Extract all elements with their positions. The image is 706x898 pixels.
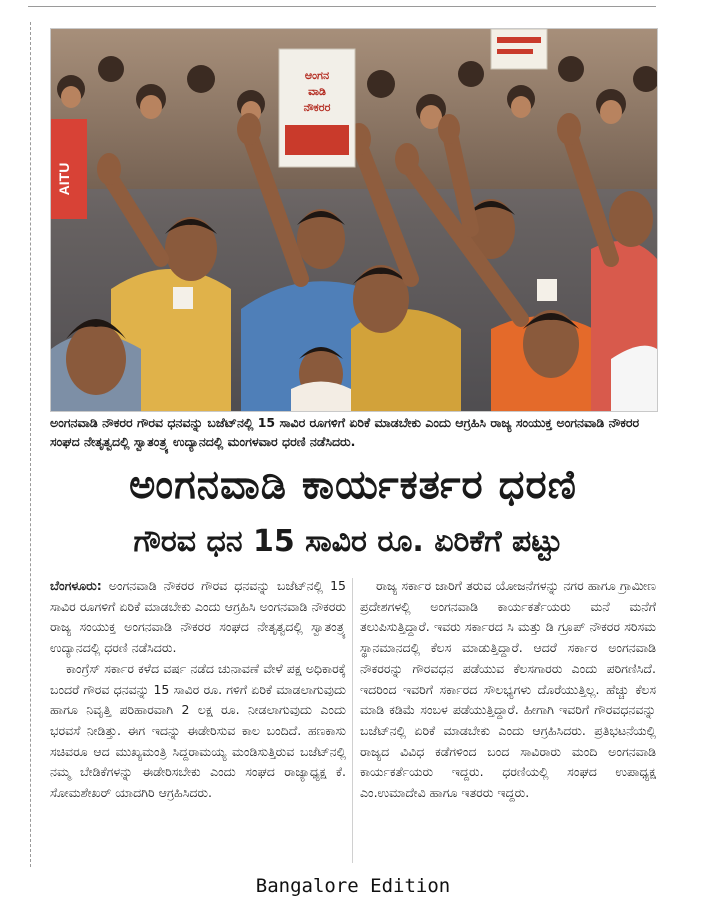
protest-crowd-illustration (51, 29, 657, 411)
edition-label: Bangalore Edition (255, 875, 451, 897)
column-divider (352, 578, 353, 863)
left-dashed-rule (30, 22, 31, 867)
dateline: ಬೆಂಗಳೂರು: (50, 578, 102, 593)
article-paragraph (50, 576, 346, 659)
article-paragraph: ರಾಜ್ಯ ಸರ್ಕಾರ ಜಾರಿಗೆ ತರುವ ಯೋಜನೆಗಳನ್ನು ನಗರ ಹಾಗೂ ಗ್ರಾಮೀಣ ಪ್ರದೇಶಗಳಲ್ಲಿ ಅಂಗನವಾಡಿ ಕಾರ್ಯಕರ್ತೆಯರು ಮನೆ ಮನೆಗೆ ತಲುಪಿಸುತ್ತಿದ್ದಾರೆ. ಇವರು ಸರ್ಕಾರದ ಸಿ ಮತ್ತು ಡಿ ಗ್ರೂಪ್ ನೌಕರರ ಸರಿಸಮ ಸ್ಥಾನಮಾನದಲ್ಲಿ ಕೆಲಸ ಮಾಡುತ್ತಿದ್ದಾರೆ. ಆದರೆ ಸರ್ಕಾರ ಅಂಗನವಾಡಿ ನೌಕರರನ್ನು ಗೌರವಧನ ಪಡೆಯುವ ಕೆಲಸಗಾರರು ಎಂದು ಪರಿಗಣಿಸಿದೆ. ಇದರಿಂದ ಇವರಿಗೆ ಸರ್ಕಾರದ ಸೌಲಭ್ಯಗಳು ದೊರೆಯುತ್ತಿಲ್ಲ. ಹೆಚ್ಚು ಕೆಲಸ ಮಾಡಿ ಕಡಿಮೆ ಸಂಬಳ ಪಡೆಯುತ್ತಿದ್ದಾರೆ. ಹೀಗಾಗಿ ಇವರಿಗೆ ಗೌರವಧನವನ್ನು ಬಜೆಟ್‌ನಲ್ಲಿ ಏರಿಕೆ ಮಾಡಬೇಕು ಎಂದು ಆಗ್ರಹಿಸಿದರು. ಪ್ರತಿಭಟನೆಯಲ್ಲಿ ರಾಜ್ಯದ ವಿವಿಧ ಕಡೆಗಳಿಂದ ಬಂದ ಸಾವಿರಾರು ಮಂದಿ ಅಂಗನವಾಡಿ ಕಾರ್ಯಕರ್ತೆಯರು ಇದ್ದರು. ಧರಣಿಯಲ್ಲಿ ಸಂಘದ ಉಪಾಧ್ಯಕ್ಷ ಎಂ.ಉಮಾದೇವಿ ಹಾಗೂ ಇತರರು ಇದ್ದರು. (360, 578, 656, 801)
top-rule (28, 6, 656, 7)
protest-photo (50, 28, 658, 412)
photo-caption: ಅಂಗನವಾಡಿ ನೌಕರರ ಗೌರವ ಧನವನ್ನು ಬಜೆಟ್‌ನಲ್ಲಿ 15 ಸಾವಿರ ರೂಗಳಿಗೆ ಏರಿಕೆ ಮಾಡಬೇಕು ಎಂದು ಆಗ್ರಹಿಸಿ ರಾಜ್ಯ ಸಂಯುಕ್ತ ಅಂಗನವಾಡಿ ನೌಕರರ ಸಂಘದ ನೇತೃತ್ವದಲ್ಲಿ ಸ್ವಾತಂತ್ರ್ಯ ಉದ್ಯಾನದಲ್ಲಿ ಮಂಗಳವಾರ ಧರಣಿ ನಡೆಸಿದರು. (50, 415, 640, 449)
subheadline: ಗೌರವ ಧನ 15 ಸಾವಿರ ರೂ. ಏರಿಕೆಗೆ ಪಟ್ಟು (133, 524, 563, 559)
article-paragraph: ಕಾಂಗ್ರೆಸ್ ಸರ್ಕಾರ ಕಳೆದ ವರ್ಷ ನಡೆದ ಚುನಾವಣೆ ವೇಳೆ ಪಕ್ಷ ಅಧಿಕಾರಕ್ಕೆ ಬಂದರೆ ಗೌರವ ಧನವನ್ನು 15 ಸಾವಿರ ರೂ. ಗಳಿಗೆ ಏರಿಕೆ ಮಾಡಲಾಗುವುದು ಹಾಗೂ ನಿವೃತ್ತಿ ಪರಿಹಾರವಾಗಿ 2 ಲಕ್ಷ ರೂ. ನೀಡಲಾಗುವುದು ಎಂದು ಭರವಸೆ ನೀಡಿತ್ತು. ಈಗ ಇದನ್ನು ಈಡೇರಿಸುವ ಕಾಲ ಬಂದಿದೆ. ಹಣಕಾಸು ಸಚಿವರೂ ಆದ ಮುಖ್ಯಮಂತ್ರಿ ಸಿದ್ದರಾಮಯ್ಯ ಮಂಡಿಸುತ್ತಿರುವ ಬಜೆಟ್‌ನಲ್ಲಿ ನಮ್ಮ ಬೇಡಿಕೆಗಳನ್ನು ಈಡೇರಿಸಬೇಕು ಎಂದು ಸಂಘದ ರಾಜ್ಯಾಧ್ಯಕ್ಷ ಕೆ. ಸೋಮಶೇಖರ್ ಯಾದಗಿರಿ ಆಗ್ರಹಿಸಿದರು. (50, 660, 346, 801)
svg-text:AITU: AITU (56, 162, 72, 196)
placard-left (51, 119, 87, 219)
svg-text:ವಾಡಿ: ವಾಡಿ (308, 86, 326, 98)
placard-right (491, 29, 547, 69)
headline: ಅಂಗನವಾಡಿ ಕಾರ್ಯಕರ್ತರ ಧರಣಿ (129, 462, 577, 508)
article-column-right (360, 576, 656, 804)
article-column-left (50, 576, 346, 804)
placard-center (279, 49, 355, 167)
article-text: ಅಂಗನವಾಡಿ ನೌಕರರ ಗೌರವ ಧನವನ್ನು ಬಜೆಟ್‌ನಲ್ಲಿ 15 ಸಾವಿರ ರೂಗಳಿಗೆ ಏರಿಕೆ ಮಾಡಬೇಕು ಎಂದು ಆಗ್ರಹಿಸಿ ಅಂಗನವಾಡಿ ನೌಕರರು ರಾಜ್ಯ ಸಂಯುಕ್ತ ಅಂಗನವಾಡಿ ನೌಕರರ ಸಂಘದ ನೇತೃತ್ವದಲ್ಲಿ ಸ್ವಾತಂತ್ರ್ಯ ಉದ್ಯಾನದಲ್ಲಿ ಧರಣಿ ನಡೆಸಿದರು. (50, 578, 346, 656)
svg-text:ಆಂಗನ: ಆಂಗನ (304, 70, 330, 82)
svg-text:ನೌಕರರ: ನೌಕರರ (303, 102, 331, 114)
